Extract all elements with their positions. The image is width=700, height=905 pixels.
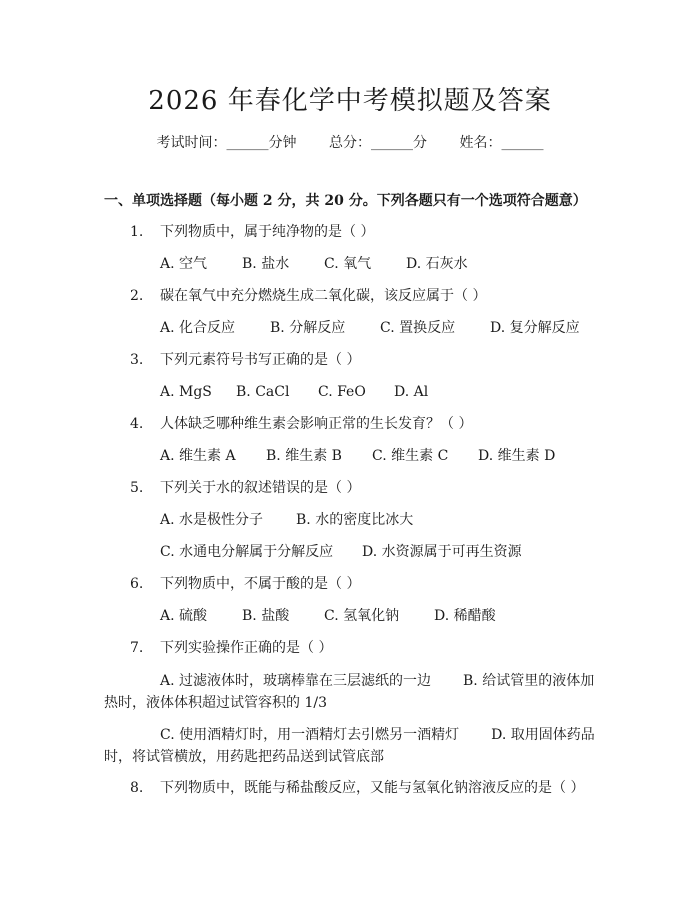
question-number: 4. bbox=[130, 416, 144, 432]
exam-score: 总分：______分 bbox=[329, 135, 427, 151]
exam-name: 姓名：______ bbox=[459, 135, 544, 151]
question-8 bbox=[0, 778, 700, 810]
options-4 bbox=[0, 446, 700, 478]
option-d: D. 维生素 D bbox=[478, 448, 556, 464]
option-b: B. 盐酸 bbox=[242, 608, 290, 624]
question-text: 下列物质中，既能与稀盐酸反应，又能与氢氧化钠溶液反应的是（ ） bbox=[160, 780, 585, 796]
question-text: 下列实验操作正确的是（ ） bbox=[160, 640, 333, 656]
option-d: D. 石灰水 bbox=[406, 256, 468, 272]
option-b: B. 盐水 bbox=[242, 256, 290, 272]
options-6 bbox=[0, 606, 700, 638]
options-5-row1 bbox=[0, 510, 700, 542]
question-text: 下列物质中，属于纯净物的是（ ） bbox=[160, 224, 375, 240]
option-a: A. 化合反应 bbox=[160, 320, 236, 336]
question-text: 人体缺乏哪种维生素会影响正常的生长发育？（ ） bbox=[160, 416, 473, 432]
option-c: C. 水通电分解属于分解反应 bbox=[160, 544, 334, 560]
option-b: B. CaCl bbox=[236, 384, 290, 400]
option-a: A. 空气 bbox=[160, 256, 208, 272]
option-b: B. 给试管里的液体加热时，液体体积超过试管容积的 1/3 bbox=[104, 673, 595, 711]
question-1 bbox=[0, 222, 700, 254]
option-d: D. 复分解反应 bbox=[490, 320, 580, 336]
page-title: 2026 年春化学中考模拟题及答案 bbox=[148, 86, 552, 116]
option-c: C. 氧气 bbox=[324, 256, 372, 272]
option-a: A. MgS bbox=[160, 384, 212, 400]
question-number: 5. bbox=[130, 480, 144, 496]
question-number: 1. bbox=[130, 224, 144, 240]
question-number: 7. bbox=[130, 640, 144, 656]
question-text: 下列元素符号书写正确的是（ ） bbox=[160, 352, 361, 368]
option-c: C. 氢氧化钠 bbox=[324, 608, 400, 624]
exam-time: 考试时间：______分钟 bbox=[156, 135, 297, 151]
option-d: D. 水资源属于可再生资源 bbox=[362, 544, 522, 560]
question-list bbox=[0, 222, 700, 810]
question-number: 8. bbox=[130, 780, 144, 796]
section-heading: 一、单项选择题（每小题 2 分，共 20 分。下列各题只有一个选项符合题意） bbox=[104, 193, 587, 209]
option-c: C. FeO bbox=[318, 384, 366, 400]
option-c: C. 维生素 C bbox=[372, 448, 449, 464]
question-number: 2. bbox=[130, 288, 144, 304]
question-3 bbox=[0, 350, 700, 382]
option-a: A. 维生素 A bbox=[160, 448, 236, 464]
option-d: D. 取用固体药品时，将试管横放，用药匙把药品送到试管底部 bbox=[104, 727, 595, 765]
options-5-row2 bbox=[0, 542, 700, 574]
option-a: A. 过滤液体时，玻璃棒靠在三层滤纸的一边 bbox=[160, 673, 432, 689]
option-b: B. 分解反应 bbox=[270, 320, 346, 336]
question-4 bbox=[0, 414, 700, 446]
option-a: A. 水是极性分子 bbox=[160, 512, 264, 528]
exam-info bbox=[0, 132, 700, 152]
option-c: C. 置换反应 bbox=[380, 320, 456, 336]
question-text: 下列物质中，不属于酸的是（ ） bbox=[160, 576, 361, 592]
options-1 bbox=[0, 254, 700, 286]
question-text: 碳在氧气中充分燃烧生成二氧化碳，该反应属于（ ） bbox=[160, 288, 487, 304]
option-b: B. 水的密度比冰大 bbox=[296, 512, 414, 528]
option-a: A. 硫酸 bbox=[160, 608, 208, 624]
option-d: D. 稀醋酸 bbox=[434, 608, 496, 624]
question-5 bbox=[0, 478, 700, 510]
question-2 bbox=[0, 286, 700, 318]
option-d: D. Al bbox=[394, 384, 429, 400]
option-c: C. 使用酒精灯时，用一酒精灯去引燃另一酒精灯 bbox=[160, 727, 460, 743]
question-number: 3. bbox=[130, 352, 144, 368]
options-2 bbox=[0, 318, 700, 350]
question-6 bbox=[0, 574, 700, 606]
options-7-part2 bbox=[0, 724, 600, 768]
question-7 bbox=[0, 638, 700, 670]
option-b: B. 维生素 B bbox=[266, 448, 342, 464]
options-3 bbox=[0, 382, 700, 414]
question-number: 6. bbox=[130, 576, 144, 592]
question-text: 下列关于水的叙述错误的是（ ） bbox=[160, 480, 361, 496]
options-7-part1 bbox=[0, 670, 600, 714]
